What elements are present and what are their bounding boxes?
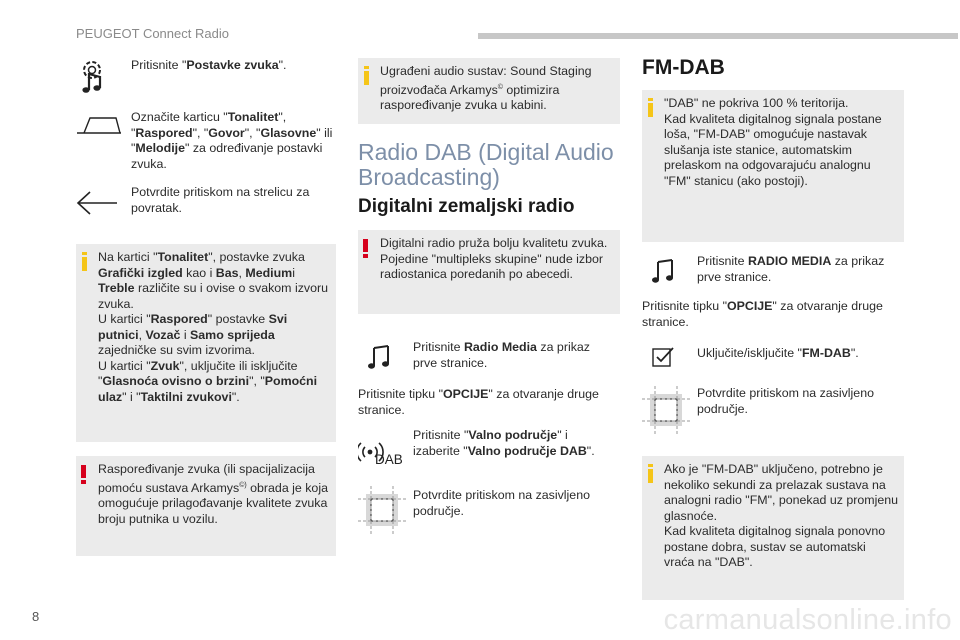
greyed-area-icon — [358, 486, 406, 534]
warning-text: Raspoređivanje zvuka (ili spacijalizacija pomoću sustava Arkamys©) obrada je koja omogućuje prilagođavanje kvalitete zvuka broju putnika u vozilu. — [98, 462, 328, 526]
info-box-fm-dab-switch — [642, 456, 904, 600]
info-text: Na kartici "Tonalitet", postavke zvuka Grafički izgled kao i Bas, Mediumi Treble različite su i ovise o svakom izvoru zvuka. U kartici "Raspored" postavke Svi putnici, Vozač i Samo sprijeda zajedničke su svim izvorima. U kartici "Zvuk", uključite ili isključite "Glasnoća ovisno o brzini", "Pomoćni ulaz" i "Taktilni zvukovi". — [98, 250, 328, 404]
col1-step2-text: Označite karticu "Tonalitet", "Raspored", "Govor", "Glasovne" ili "Melodije" za određivanje postavki zvuka. — [131, 110, 333, 171]
heading-radio-dab: Radio DAB (Digital Audio Broadcasting) — [358, 139, 614, 190]
col2-step2-text: Pritisnite "Valno područje" i izaberite "Valno područje DAB". — [413, 428, 595, 458]
warning-icon — [81, 465, 86, 484]
warning-box-arkamys — [76, 456, 336, 556]
sound-settings-icon — [76, 60, 108, 94]
back-arrow-icon — [76, 190, 118, 216]
col1-step1-text: Pritisnite "Postavke zvuka". — [131, 58, 287, 72]
col2-options-para: Pritisnite tipku "OPCIJE" za otvaranje druge stranice. — [358, 387, 599, 417]
col1-step3-text: Potvrdite pritiskom na strelicu za povratak. — [131, 185, 310, 215]
info-icon — [82, 252, 89, 271]
info-text: "DAB" ne pokriva 100 % teritorija. Kad kvaliteta digitalnog signala postane loša, "FM-DAB" omogućuje nastavak slušanja iste stanice, automatskim prelaskom na odgovarajuću analognu "FM" stanicu (ako postoji). — [664, 96, 882, 188]
heading-digital-terrestrial: Digitalni zemaljski radio — [358, 196, 575, 217]
col2-step3-text: Potvrdite pritiskom na zasivljeno područje. — [413, 488, 590, 518]
warning-box-digital-radio — [358, 230, 620, 314]
info-box-sound-staging — [358, 58, 620, 124]
col3-step2-text: Uključite/isključite "FM-DAB". — [697, 346, 859, 360]
info-icon — [648, 98, 655, 117]
info-box-dab-coverage — [642, 90, 904, 242]
header-title: PEUGEOT Connect Radio — [76, 26, 229, 41]
info-icon — [364, 66, 371, 85]
col3-step1-text: Pritisnite RADIO MEDIA za prikaz prve stranice. — [697, 254, 885, 284]
col3-options-para: Pritisnite tipku "OPCIJE" za otvaranje druge stranice. — [642, 299, 883, 329]
col2-step1-text: Pritisnite Radio Media za prikaz prve stranice. — [413, 340, 590, 370]
music-note-icon — [652, 258, 676, 284]
page-number: 8 — [32, 609, 40, 624]
info-box-tonalitet — [76, 244, 336, 442]
warning-text: Digitalni radio pruža bolju kvalitetu zvuka. Pojedine "multipleks skupine" nude izbor radiostanica poredanih po abecedi. — [380, 236, 608, 281]
heading-fm-dab: FM-DAB — [642, 56, 725, 79]
info-text: Ugrađeni audio sustav: Sound Staging proizvođača Arkamys© optimizira raspoređivanje zvuka u kabini. — [380, 64, 592, 113]
col3-step3-text: Potvrdite pritiskom na zasivljeno područje. — [697, 386, 874, 416]
info-icon — [648, 464, 655, 483]
dab-icon-label: DAB — [375, 452, 403, 467]
toggle-check-icon — [652, 345, 676, 367]
tab-icon — [76, 116, 122, 134]
watermark: carmanualsonline.info — [663, 604, 952, 636]
greyed-area-icon — [642, 386, 690, 434]
info-text: Ako je "FM-DAB" uključeno, potrebno je nekoliko sekundi za prelazak sustava na analogni radio "FM", ponekad uz promjenu glasnoće. Kad kvaliteta digitalnog signala ponovno postane dobra, sustav se automatski vraća na "DAB". — [664, 462, 899, 569]
warning-icon — [363, 239, 368, 258]
music-note-icon — [368, 344, 392, 370]
header-rule — [478, 33, 958, 39]
